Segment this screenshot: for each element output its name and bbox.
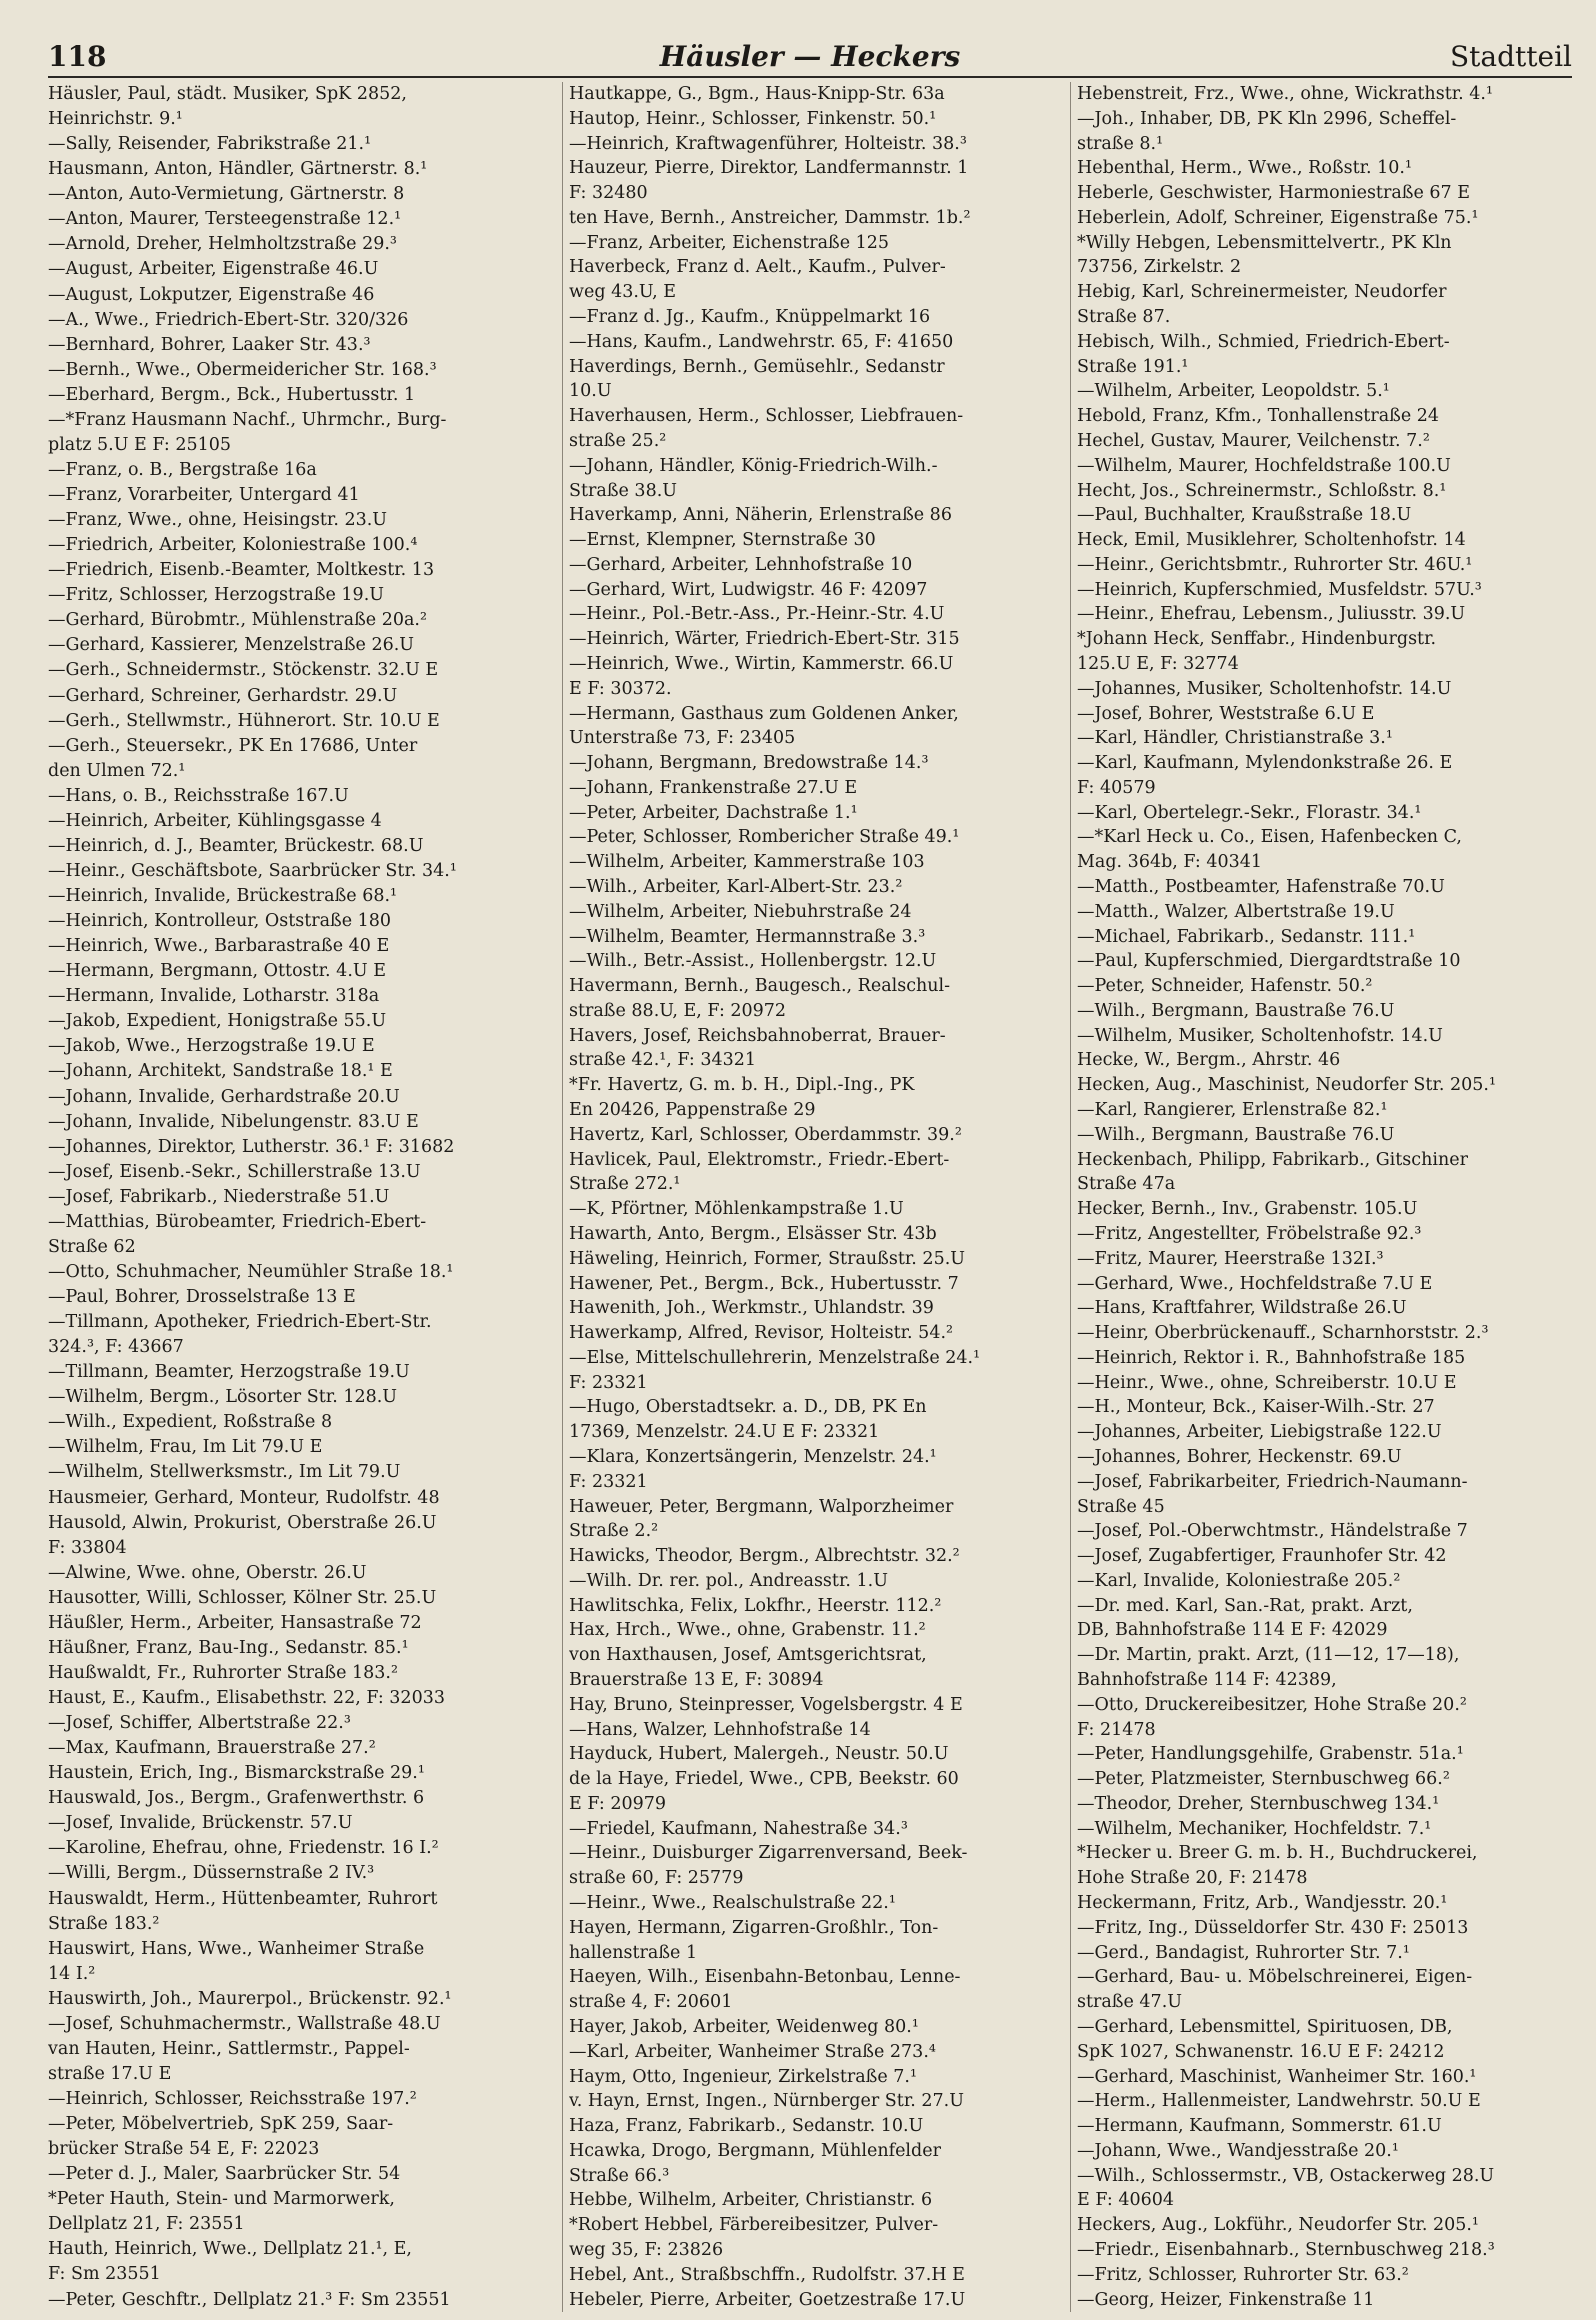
entry-line: Hebbe, Wilhelm, Arbeiter, Christianstr. 6	[569, 2190, 933, 2211]
entry-line: —Hugo, Oberstadtsekr. a. D., DB, PK En	[569, 1397, 927, 1418]
entry-line: —Wilh., Arbeiter, Karl-Albert-Str. 23.²	[569, 877, 903, 897]
entry-line: Hautop, Heinr., Schlosser, Finkenstr. 50.¹	[569, 108, 937, 129]
entry-line: —Gerhard, Maschinist, Wanheimer Str. 160.¹	[1077, 2066, 1477, 2087]
entry-line: —Anton, Auto-Vermietung, Gärtnerstr. 8	[48, 184, 405, 205]
entry-line: —Heinrich, Wwe., Barbarastraße 40 E	[48, 936, 390, 957]
entry-line: —Wilh. Dr. rer. pol., Andreasstr. 1.U	[569, 1570, 888, 1591]
entry-line: —Karl, Kaufmann, Mylendonkstraße 26. E	[1077, 753, 1453, 774]
entry-line: —Johann, Händler, König-Friedrich-Wilh.-	[569, 455, 938, 476]
entry-line: —Gerhard, Kassierer, Menzelstraße 26.U	[48, 635, 415, 656]
entry-line: Hay, Bruno, Steinpresser, Vogelsbergstr. 4 E	[569, 1694, 963, 1715]
entry-line: 125.U E, F: 32774	[1077, 653, 1239, 674]
entry-line: —Hans, Kaufm., Landwehrstr. 65, F: 41650	[569, 331, 954, 352]
entry-line: —Heinr., Wwe., Realschulstraße 22.¹	[569, 1893, 896, 1914]
entry-line: Hebeler, Pierre, Arbeiter, Goetzestraße 17.U	[569, 2289, 966, 2310]
entry-line: —Georg, Heizer, Finkenstraße 11	[1077, 2289, 1375, 2310]
entry-line: —Heinrich, Rektor i. R., Bahnhofstraße 185	[1077, 1347, 1466, 1368]
entry-line: —Josef, Zugabfertiger, Fraunhofer Str. 42	[1077, 1546, 1447, 1567]
entry-line: —Gerhard, Schreiner, Gerhardstr. 29.U	[48, 685, 398, 706]
entry-line: —Paul, Bohrer, Drosselstraße 13 E	[48, 1287, 356, 1307]
entry-line: Haverbeck, Franz d. Aelt., Kaufm., Pulver-	[569, 257, 946, 278]
entry-line: —Wilh., Expedient, Roßstraße 8	[48, 1412, 333, 1433]
entry-line: —Josef, Fabrikarbeiter, Friedrich-Naumann-	[1077, 1471, 1468, 1492]
entry-line: —A., Wwe., Friedrich-Ebert-Str. 320/326	[48, 309, 409, 330]
entry-line: —Wilh., Bergmann, Baustraße 76.U	[1077, 1124, 1395, 1145]
entry-line: —Alwine, Wwe. ohne, Oberstr. 26.U	[48, 1562, 367, 1583]
column-2	[562, 82, 1059, 2312]
entry-line: —Wilhelm, Bergm., Lösorter Str. 128.U	[48, 1387, 398, 1408]
entry-line: Hawicks, Theodor, Bergm., Albrechtstr. 32.²	[569, 1546, 960, 1567]
entry-line: *Johann Heck, Senffabr., Hindenburgstr.	[1077, 629, 1437, 650]
entry-line: Hecken, Aug., Maschinist, Neudorfer Str. 205.¹	[1077, 1075, 1496, 1096]
page-title: Häusler — Heckers	[659, 40, 961, 73]
entry-line: —Wilhelm, Beamter, Hermannstraße 3.³	[569, 926, 926, 947]
entry-line: —Josef, Invalide, Brückenstr. 57.U	[48, 1813, 353, 1834]
entry-line: Hawenith, Joh., Werkmstr., Uhlandstr. 39	[569, 1298, 934, 1319]
entry-line: Hauswirth, Joh., Maurerpol., Brückenstr. 92.¹	[48, 1988, 452, 2009]
entry-line: Häußler, Herm., Arbeiter, Hansastraße 72	[48, 1612, 422, 1633]
entry-line: —Heinr, Oberbrückenauff., Scharnhorststr. 2.³	[1077, 1323, 1489, 1344]
entry-line: —Wilhelm, Frau, Im Lit 79.U E	[48, 1437, 323, 1458]
entry-line: —Karl, Händler, Christianstraße 3.¹	[1077, 728, 1393, 749]
entry-line: Havermann, Bernh., Baugesch., Realschul-	[569, 976, 951, 997]
entry-line: Heberle, Geschwister, Harmoniestraße 67 E	[1077, 183, 1470, 204]
entry-line: straße 88.U, E, F: 20972	[569, 1000, 787, 1021]
entry-line: —K, Pförtner, Möhlenkampstraße 1.U	[569, 1199, 904, 1220]
entry-line: Heck, Emil, Musiklehrer, Scholtenhofstr. 14	[1077, 530, 1466, 551]
entry-line: —Josef, Eisenb.-Sekr., Schillerstraße 13.U	[48, 1161, 421, 1182]
entry-line: Unterstraße 73, F: 23405	[569, 728, 796, 749]
entry-line: —Eberhard, Bergm., Bck., Hubertusstr. 1	[48, 384, 416, 405]
entry-line: —Heinrich, Wärter, Friedrich-Ebert-Str. 315	[569, 629, 960, 650]
entry-line: —Heinr., Duisburger Zigarrenversand, Beek-	[569, 1843, 968, 1864]
entry-line: Hax, Hrch., Wwe., ohne, Grabenstr. 11.²	[569, 1620, 926, 1641]
entry-line: —Gerhard, Arbeiter, Lehnhofstraße 10	[569, 554, 913, 575]
entry-line: —Heinrich, Kraftwagenführer, Holteistr. 38.³	[569, 133, 967, 154]
entry-line: Hauswirt, Hans, Wwe., Wanheimer Straße	[48, 1938, 425, 1959]
entry-line: Hawarth, Anto, Bergm., Elsässer Str. 43b	[569, 1223, 937, 1244]
entry-line: —Gerhard, Wwe., Hochfeldstraße 7.U E	[1077, 1273, 1433, 1294]
entry-line: —Heinrich, Schlosser, Reichsstraße 197.²	[48, 2089, 417, 2109]
entry-line: —Karl, Invalide, Koloniestraße 205.²	[1077, 1570, 1401, 1591]
entry-line: —Willi, Bergm., Düssernstraße 2 IV.³	[48, 1863, 375, 1884]
entry-line: —Franz, Vorarbeiter, Untergard 41	[48, 485, 360, 505]
page-header	[48, 36, 1572, 78]
entry-line: van Hauten, Heinr., Sattlermstr., Pappel-	[48, 2038, 410, 2059]
entry-line: —Hans, o. B., Reichsstraße 167.U	[48, 785, 349, 806]
entry-line: von Haxthausen, Josef, Amtsgerichtsrat,	[569, 1645, 927, 1666]
entry-line: —Gerh., Schneidermstr., Stöckenstr. 32.U E	[48, 660, 439, 681]
entry-line: *Willy Hebgen, Lebensmittelvertr., PK Kln	[1077, 232, 1452, 253]
entry-line: Haeyen, Wilh., Eisenbahn-Betonbau, Lenne-	[569, 1967, 961, 1988]
entry-line: —Johann, Frankenstraße 27.U E	[569, 777, 858, 798]
entry-line: Havlicek, Paul, Elektromstr., Friedr.-Ebert-	[569, 1149, 950, 1170]
entry-line: —Franz, Wwe., ohne, Heisingstr. 23.U	[48, 510, 388, 531]
entry-line: —Heinrich, d. J., Beamter, Brückestr. 68.U	[48, 835, 424, 856]
entry-line: —Bernhard, Bohrer, Laaker Str. 43.³	[48, 334, 371, 355]
entry-line: —Peter, Schneider, Hafenstr. 50.²	[1077, 976, 1373, 997]
entry-line: —*Franz Hausmann Nachf., Uhrmchr., Burg-	[48, 409, 447, 430]
column-1	[48, 82, 544, 2312]
entry-line: —Wilh., Bergmann, Baustraße 76.U	[1077, 1000, 1395, 1021]
entry-line: —Dr. Martin, prakt. Arzt, (11—12, 17—18),	[1077, 1645, 1460, 1666]
entry-line: Straße 2.²	[569, 1521, 659, 1542]
entry-line: Hebisch, Wilh., Schmied, Friedrich-Ebert-	[1077, 331, 1450, 352]
entry-line: —Anton, Maurer, Tersteegenstraße 12.¹	[48, 209, 402, 230]
entry-line: —Bernh., Wwe., Obermeidericher Str. 168.³	[48, 359, 437, 380]
entry-line: —Wilhelm, Musiker, Scholtenhofstr. 14.U	[1077, 1025, 1443, 1046]
entry-line: F: 40579	[1077, 777, 1156, 798]
entry-line: ten Have, Bernh., Anstreicher, Dammstr. 1b.²	[569, 207, 971, 228]
entry-line: Havertz, Karl, Schlosser, Oberdammstr. 39.²	[569, 1124, 962, 1145]
entry-line: —Wilh., Schlossermstr., VB, Ostackerweg 28.U	[1077, 2165, 1495, 2186]
entry-line: Hcawka, Drogo, Bergmann, Mühlenfelder	[569, 2140, 941, 2161]
entry-line: —Karl, Obertelegr.-Sekr., Florastr. 34.¹	[1077, 802, 1422, 823]
entry-line: —Josef, Schiffer, Albertstraße 22.³	[48, 1713, 351, 1734]
entry-line: Hayduck, Hubert, Malergeh., Neustr. 50.U	[569, 1744, 949, 1765]
entry-line: —Klara, Konzertsängerin, Menzelstr. 24.¹	[569, 1446, 937, 1467]
entry-line: E F: 20979	[569, 1793, 666, 1814]
entry-line: straße 17.U E	[48, 2063, 172, 2084]
entry-line: Straße 272.¹	[569, 1174, 681, 1195]
entry-line: —August, Lokputzer, Eigenstraße 46	[48, 284, 375, 305]
entry-line: Hebig, Karl, Schreinermeister, Neudorfer	[1077, 282, 1447, 303]
entry-line: *Fr. Havertz, G. m. b. H., Dipl.-Ing., PK	[569, 1075, 915, 1096]
entry-line: Hayer, Jakob, Arbeiter, Weidenweg 80.¹	[569, 2016, 919, 2037]
entry-line: —Tillmann, Apotheker, Friedrich-Ebert-Str.	[48, 1312, 432, 1333]
entry-line: —Wilhelm, Arbeiter, Kammerstraße 103	[569, 852, 925, 873]
section-label: Stadtteil	[1449, 40, 1572, 73]
entry-line: straße 8.¹	[1077, 133, 1164, 154]
entry-line: —Heinr., Pol.-Betr.-Ass., Pr.-Heinr.-Str. 4.U	[569, 604, 945, 625]
entry-line: —Max, Kaufmann, Brauerstraße 27.²	[48, 1738, 376, 1759]
entry-line: *Peter Hauth, Stein- und Marmorwerk,	[48, 2189, 395, 2210]
entry-line: DB, Bahnhofstraße 114 E F: 42029	[1077, 1620, 1388, 1641]
entry-line: —Peter, Platzmeister, Sternbuschweg 66.²	[1077, 1769, 1450, 1790]
entry-line: Häusler, Paul, städt. Musiker, SpK 2852,	[48, 84, 407, 104]
entry-line: —Friedel, Kaufmann, Nahestraße 34.³	[569, 1818, 908, 1839]
entry-line: —Josef, Schuhmachermstr., Wallstraße 48.U	[48, 2013, 441, 2034]
entry-line: —Hans, Kraftfahrer, Wildstraße 26.U	[1077, 1298, 1407, 1319]
entry-line: —Jakob, Expedient, Honigstraße 55.U	[48, 1011, 387, 1032]
entry-line: —Ernst, Klempner, Sternstraße 30	[569, 530, 876, 551]
entry-line: —Josef, Pol.-Oberwchtmstr., Händelstraße 7	[1077, 1521, 1468, 1542]
entry-line: —Peter, Handlungsgehilfe, Grabenstr. 51a.¹	[1077, 1744, 1464, 1765]
entry-line: —Hermann, Bergmann, Ottostr. 4.U E	[48, 961, 386, 982]
entry-line: Heckers, Aug., Lokführ., Neudorfer Str. 205.¹	[1077, 2215, 1479, 2236]
entry-line: —Wilhelm, Mechaniker, Hochfeldstr. 7.¹	[1077, 1818, 1432, 1839]
entry-line: —Peter d. J., Maler, Saarbrücker Str. 54	[48, 2164, 401, 2185]
entry-line: —Johannes, Musiker, Scholtenhofstr. 14.U	[1077, 678, 1452, 699]
entry-line: Heckenbach, Philipp, Fabrikarb., Gitschiner	[1077, 1149, 1468, 1170]
entry-line: Hausmeier, Gerhard, Monteur, Rudolfstr. 48	[48, 1487, 440, 1508]
entry-line: —Karoline, Ehefrau, ohne, Friedenstr. 16 I.²	[48, 1838, 439, 1859]
entry-line: —Matth., Postbeamter, Hafenstraße 70.U	[1077, 877, 1445, 897]
entry-line: straße 42.¹, F: 34321	[569, 1050, 757, 1071]
entry-line: Straße 62	[48, 1236, 136, 1257]
entry-line: —Johann, Wwe., Wandjesstraße 20.¹	[1077, 2140, 1399, 2161]
entry-line: —Peter, Schlosser, Rombericher Straße 49.¹	[569, 827, 960, 848]
entry-line: Havers, Josef, Reichsbahnoberrat, Brauer-	[569, 1025, 946, 1046]
entry-line: —Johann, Bergmann, Bredowstraße 14.³	[569, 753, 929, 774]
entry-line: F: Sm 23551	[48, 2264, 161, 2285]
entry-line: —Johannes, Arbeiter, Liebigstraße 122.U	[1077, 1422, 1442, 1443]
entry-line: —Arnold, Dreher, Helmholtzstraße 29.³	[48, 234, 397, 255]
entry-line: —Hermann, Invalide, Lotharstr. 318a	[48, 986, 380, 1007]
entry-line: Heinrichstr. 9.¹	[48, 109, 183, 130]
entry-line: —Johann, Architekt, Sandstraße 18.¹ E	[48, 1061, 393, 1082]
entry-line: —Heinr., Ehefrau, Lebensm., Juliusstr. 39.U	[1077, 604, 1466, 625]
entry-line: Hauswald, Jos., Bergm., Grafenwerthstr. 6	[48, 1788, 425, 1809]
entry-line: Hauth, Heinrich, Wwe., Dellplatz 21.¹, E,	[48, 2239, 412, 2260]
entry-line: —Fritz, Schlosser, Ruhrorter Str. 63.²	[1077, 2264, 1409, 2285]
entry-line: Hecht, Jos., Schreinermstr., Schloßstr. 8.¹	[1077, 480, 1447, 501]
entry-line: —Johannes, Direktor, Lutherstr. 36.¹ F: 31682	[48, 1136, 455, 1157]
entry-line: Hausold, Alwin, Prokurist, Oberstraße 26.U	[48, 1512, 437, 1533]
entry-line: Haym, Otto, Ingenieur, Zirkelstraße 7.¹	[569, 2066, 917, 2087]
entry-line: —Friedr., Eisenbahnarb., Sternbuschweg 218.³	[1077, 2239, 1495, 2260]
entry-line: de la Haye, Friedel, Wwe., CPB, Beekstr. 60	[569, 1769, 959, 1790]
entry-line: —Gerh., Stellwmstr., Hühnerort. Str. 10.U E	[48, 710, 440, 731]
entry-line: Hausotter, Willi, Schlosser, Kölner Str. 25.U	[48, 1587, 437, 1608]
entry-line: —Paul, Kupferschmied, Diergardtstraße 10	[1077, 951, 1461, 972]
entry-line: —Wilhelm, Arbeiter, Niebuhrstraße 24	[569, 901, 912, 922]
entry-line: Heberlein, Adolf, Schreiner, Eigenstraße 75.¹	[1077, 207, 1479, 228]
entry-line: —*Karl Heck u. Co., Eisen, Hafenbecken C,	[1077, 827, 1462, 848]
entry-line: —Paul, Buchhalter, Kraußstraße 18.U	[1077, 505, 1412, 526]
entry-line: Hawerkamp, Alfred, Revisor, Holteistr. 54.²	[569, 1323, 954, 1344]
entry-line: —Franz d. Jg., Kaufm., Knüppelmarkt 16	[569, 307, 931, 328]
entry-line: —Heinrich, Kontrolleur, Oststraße 180	[48, 911, 392, 932]
entry-line: hallenstraße 1	[569, 1942, 698, 1963]
entry-line: —Fritz, Maurer, Heerstraße 132I.³	[1077, 1248, 1384, 1269]
entry-line: —Johann, Invalide, Gerhardstraße 20.U	[48, 1086, 400, 1107]
entry-line: —Matthias, Bürobeamter, Friedrich-Ebert-	[48, 1211, 427, 1232]
entry-line: En 20426, Pappenstraße 29	[569, 1100, 816, 1121]
entry-line: —Peter, Möbelvertrieb, SpK 259, Saar-	[48, 2114, 394, 2135]
entry-line: Hautkappe, G., Bgm., Haus-Knipp-Str. 63a	[569, 84, 945, 104]
entry-line: —Gerhard, Lebensmittel, Spirituosen, DB,	[1077, 2016, 1453, 2037]
entry-line: —Fritz, Schlosser, Herzogstraße 19.U	[48, 585, 385, 606]
entry-line: —Heinrich, Wwe., Wirtin, Kammerstr. 66.U	[569, 653, 954, 674]
entry-line: Hawener, Pet., Bergm., Bck., Hubertusstr. 7	[569, 1273, 959, 1294]
entry-line: —Heinr., Gerichtsbmtr., Ruhrorter Str. 46U.¹	[1077, 554, 1473, 575]
entry-line: Hayen, Hermann, Zigarren-Großhlr., Ton-	[569, 1917, 939, 1938]
entry-line: 324.³, F: 43667	[48, 1337, 184, 1358]
entry-line: —Wilhelm, Arbeiter, Leopoldstr. 5.¹	[1077, 381, 1390, 402]
entry-line: Hebenstreit, Frz., Wwe., ohne, Wickrathstr. 4.¹	[1077, 84, 1494, 104]
entry-line: —Peter, Geschftr., Dellplatz 21.³ F: Sm 23551	[48, 2289, 451, 2310]
entry-line: —Karl, Rangierer, Erlenstraße 82.¹	[1077, 1100, 1388, 1121]
entry-line: —Gerhard, Bau- u. Möbelschreinerei, Eigen-	[1077, 1967, 1473, 1988]
entry-line: —Fritz, Angestellter, Fröbelstraße 92.³	[1077, 1223, 1422, 1244]
entry-line: *Robert Hebbel, Färbereibesitzer, Pulver-	[569, 2215, 939, 2236]
entry-line: —Gerh., Steuersekr., PK En 17686, Unter	[48, 735, 418, 756]
entry-line: Straße 66.³	[569, 2165, 670, 2186]
entry-line: Straße 87.	[1077, 307, 1171, 328]
entry-line: den Ulmen 72.¹	[48, 760, 186, 781]
entry-line: brücker Straße 54 E, F: 22023	[48, 2139, 320, 2160]
entry-line: Haverdings, Bernh., Gemüsehlr., Sedanstr	[569, 356, 945, 377]
entry-line: —August, Arbeiter, Eigenstraße 46.U	[48, 259, 379, 280]
entry-line: Häweling, Heinrich, Former, Straußstr. 25.U	[569, 1248, 966, 1269]
entry-line: —Franz, Arbeiter, Eichenstraße 125	[569, 232, 890, 253]
entry-line: Hausmann, Anton, Händler, Gärtnerstr. 8.¹	[48, 159, 428, 180]
entry-line: Haustein, Erich, Ing., Bismarckstraße 29.¹	[48, 1763, 425, 1784]
entry-line: 73756, Zirkelstr. 2	[1077, 257, 1242, 278]
entry-line: platz 5.U E F: 25105	[48, 434, 232, 455]
entry-line: Hohe Straße 20, F: 21478	[1077, 1868, 1308, 1889]
entry-line: —Wilhelm, Maurer, Hochfeldstraße 100.U	[1077, 455, 1451, 476]
entry-line: —Michael, Fabrikarb., Sedanstr. 111.¹	[1077, 926, 1416, 947]
entry-line: F: 33804	[48, 1537, 127, 1558]
entry-line: straße 25.²	[569, 430, 667, 451]
entry-line: Straße 38.U	[569, 480, 678, 501]
entry-line: F: 21478	[1077, 1719, 1156, 1740]
entry-line: —Heinr., Wwe., ohne, Schreiberstr. 10.U E	[1077, 1372, 1457, 1393]
entry-line: —H., Monteur, Bck., Kaiser-Wilh.-Str. 27	[1077, 1397, 1435, 1418]
columns-container	[48, 82, 1572, 2312]
entry-line: —Johannes, Bohrer, Heckenstr. 69.U	[1077, 1446, 1402, 1467]
entry-line: —Heinrich, Kupferschmied, Musfeldstr. 57U.³	[1077, 579, 1482, 600]
entry-line: —Wilh., Betr.-Assist., Hollenbergstr. 12.U	[569, 951, 937, 972]
entry-line: F: 32480	[569, 183, 648, 204]
entry-line: Hauzeur, Pierre, Direktor, Landfermannstr. 1	[569, 158, 969, 179]
page-number: 118	[48, 40, 107, 73]
entry-line: —Karl, Arbeiter, Wanheimer Straße 273.⁴	[569, 2041, 936, 2062]
entry-line: Häußner, Franz, Bau-Ing., Sedanstr. 85.¹	[48, 1637, 409, 1658]
entry-line: Heckermann, Fritz, Arb., Wandjesstr. 20.¹	[1077, 1893, 1448, 1914]
entry-line: Hawlitschka, Felix, Lokfhr., Heerstr. 112.²	[569, 1595, 942, 1616]
entry-line: —Joh., Inhaber, DB, PK Kln 2996, Scheffel-	[1077, 108, 1457, 129]
entry-line: Hechel, Gustav, Maurer, Veilchenstr. 7.²	[1077, 430, 1430, 451]
entry-line: 14 I.²	[48, 1963, 96, 1984]
entry-line: —Tillmann, Beamter, Herzogstraße 19.U	[48, 1362, 410, 1383]
entry-line: —Heinrich, Invalide, Brückestraße 68.¹	[48, 886, 398, 906]
entry-line: Brauerstraße 13 E, F: 30894	[569, 1670, 824, 1690]
entry-line: —Heinrich, Arbeiter, Kühlingsgasse 4	[48, 810, 382, 831]
entry-line: —Josef, Bohrer, Weststraße 6.U E	[1077, 703, 1375, 724]
entry-line: Straße 45	[1077, 1496, 1165, 1517]
entry-line: 10.U	[569, 381, 612, 402]
entry-line: Mag. 364b, F: 40341	[1077, 852, 1263, 873]
entry-line: —Hans, Walzer, Lehnhofstraße 14	[569, 1719, 871, 1740]
entry-line: Hebel, Ant., Straßbschffn., Rudolfstr. 37.H E	[569, 2264, 965, 2285]
entry-line: —Peter, Arbeiter, Dachstraße 1.¹	[569, 802, 858, 823]
entry-line: E F: 40604	[1077, 2190, 1174, 2211]
column-3	[1070, 82, 1573, 2312]
entry-line: —Franz, o. B., Bergstraße 16a	[48, 459, 317, 480]
entry-line: Dellplatz 21, F: 23551	[48, 2214, 245, 2235]
entry-line: —Fritz, Ing., Düsseldorfer Str. 430 F: 25013	[1077, 1917, 1469, 1938]
entry-line: Hauswaldt, Herm., Hüttenbeamter, Ruhrort	[48, 1888, 438, 1909]
entry-line: —Johann, Invalide, Nibelungenstr. 83.U E	[48, 1111, 419, 1132]
entry-line: —Gerd., Bandagist, Ruhrorter Str. 7.¹	[1077, 1942, 1410, 1963]
entry-line: straße 47.U	[1077, 1992, 1182, 2013]
entry-line: Haverkamp, Anni, Näherin, Erlenstraße 86	[569, 505, 952, 526]
entry-line: —Hermann, Gasthaus zum Goldenen Anker,	[569, 703, 959, 724]
entry-line: Hebold, Franz, Kfm., Tonhallenstraße 24	[1077, 406, 1440, 427]
entry-line: —Wilhelm, Stellwerksmstr., Im Lit 79.U	[48, 1462, 401, 1483]
entry-line: E F: 30372.	[569, 678, 672, 699]
entry-line: Haverhausen, Herm., Schlosser, Liebfrauen-	[569, 406, 964, 427]
entry-line: —Hermann, Kaufmann, Sommerstr. 61.U	[1077, 2116, 1442, 2137]
entry-line: —Matth., Walzer, Albertstraße 19.U	[1077, 901, 1395, 922]
entry-line: Haust, E., Kaufm., Elisabethstr. 22, F: 32033	[48, 1688, 445, 1708]
entry-line: SpK 1027, Schwanenstr. 16.U E F: 24212	[1077, 2041, 1445, 2062]
entry-line: —Friedrich, Arbeiter, Koloniestraße 100.⁴	[48, 535, 418, 556]
entry-line: —Sally, Reisender, Fabrikstraße 21.¹	[48, 134, 372, 155]
entry-line: Straße 191.¹	[1077, 356, 1189, 377]
entry-line: —Otto, Druckereibesitzer, Hohe Straße 20.²	[1077, 1694, 1467, 1715]
entry-line: Haza, Franz, Fabrikarb., Sedanstr. 10.U	[569, 2116, 924, 2137]
entry-line: v. Hayn, Ernst, Ingen., Nürnberger Str. 27.U	[569, 2091, 964, 2112]
entry-line: 17369, Menzelstr. 24.U E F: 23321	[569, 1422, 880, 1443]
entry-line: —Jakob, Wwe., Herzogstraße 19.U E	[48, 1036, 375, 1057]
entry-line: Straße 183.²	[48, 1913, 160, 1934]
entry-line: Hecker, Bernh., Inv., Grabenstr. 105.U	[1077, 1199, 1418, 1220]
entry-line: —Heinr., Geschäftsbote, Saarbrücker Str. 34.¹	[48, 860, 457, 881]
entry-line: *Hecker u. Breer G. m. b. H., Buchdruckerei,	[1077, 1843, 1478, 1864]
entry-line: —Friedrich, Eisenb.-Beamter, Moltkestr. 13	[48, 560, 435, 581]
entry-line: Straße 47a	[1077, 1174, 1176, 1195]
entry-line: —Theodor, Dreher, Sternbuschweg 134.¹	[1077, 1793, 1440, 1814]
entry-line: —Else, Mittelschullehrerin, Menzelstraße 24.¹	[569, 1347, 981, 1368]
entry-line: Bahnhofstraße 114 F: 42389,	[1077, 1670, 1337, 1690]
entry-line: —Gerhard, Wirt, Ludwigstr. 46 F: 42097	[569, 579, 928, 600]
entry-line: straße 60, F: 25779	[569, 1868, 744, 1889]
entry-line: Haußwaldt, Fr., Ruhrorter Straße 183.²	[48, 1662, 399, 1683]
entry-line: Hebenthal, Herm., Wwe., Roßstr. 10.¹	[1077, 158, 1413, 179]
entry-line: weg 43.U, E	[569, 282, 676, 303]
entry-line: —Josef, Fabrikarb., Niederstraße 51.U	[48, 1186, 390, 1207]
entry-line: F: 23321	[569, 1372, 648, 1393]
entry-line: —Herm., Hallenmeister, Landwehrstr. 50.U E	[1077, 2091, 1481, 2112]
entry-line: —Otto, Schuhmacher, Neumühler Straße 18.¹	[48, 1261, 454, 1282]
entry-line: —Gerhard, Bürobmtr., Mühlenstraße 20a.²	[48, 610, 427, 631]
entry-line: Hecke, W., Bergm., Ahrstr. 46	[1077, 1050, 1341, 1071]
entry-line: weg 35, F: 23826	[569, 2239, 724, 2260]
entry-line: —Dr. med. Karl, San.-Rat, prakt. Arzt,	[1077, 1595, 1413, 1616]
entry-line: Haweuer, Peter, Bergmann, Walporzheimer	[569, 1496, 954, 1517]
entry-line: straße 4, F: 20601	[569, 1992, 733, 2013]
entry-line: F: 23321	[569, 1471, 648, 1492]
